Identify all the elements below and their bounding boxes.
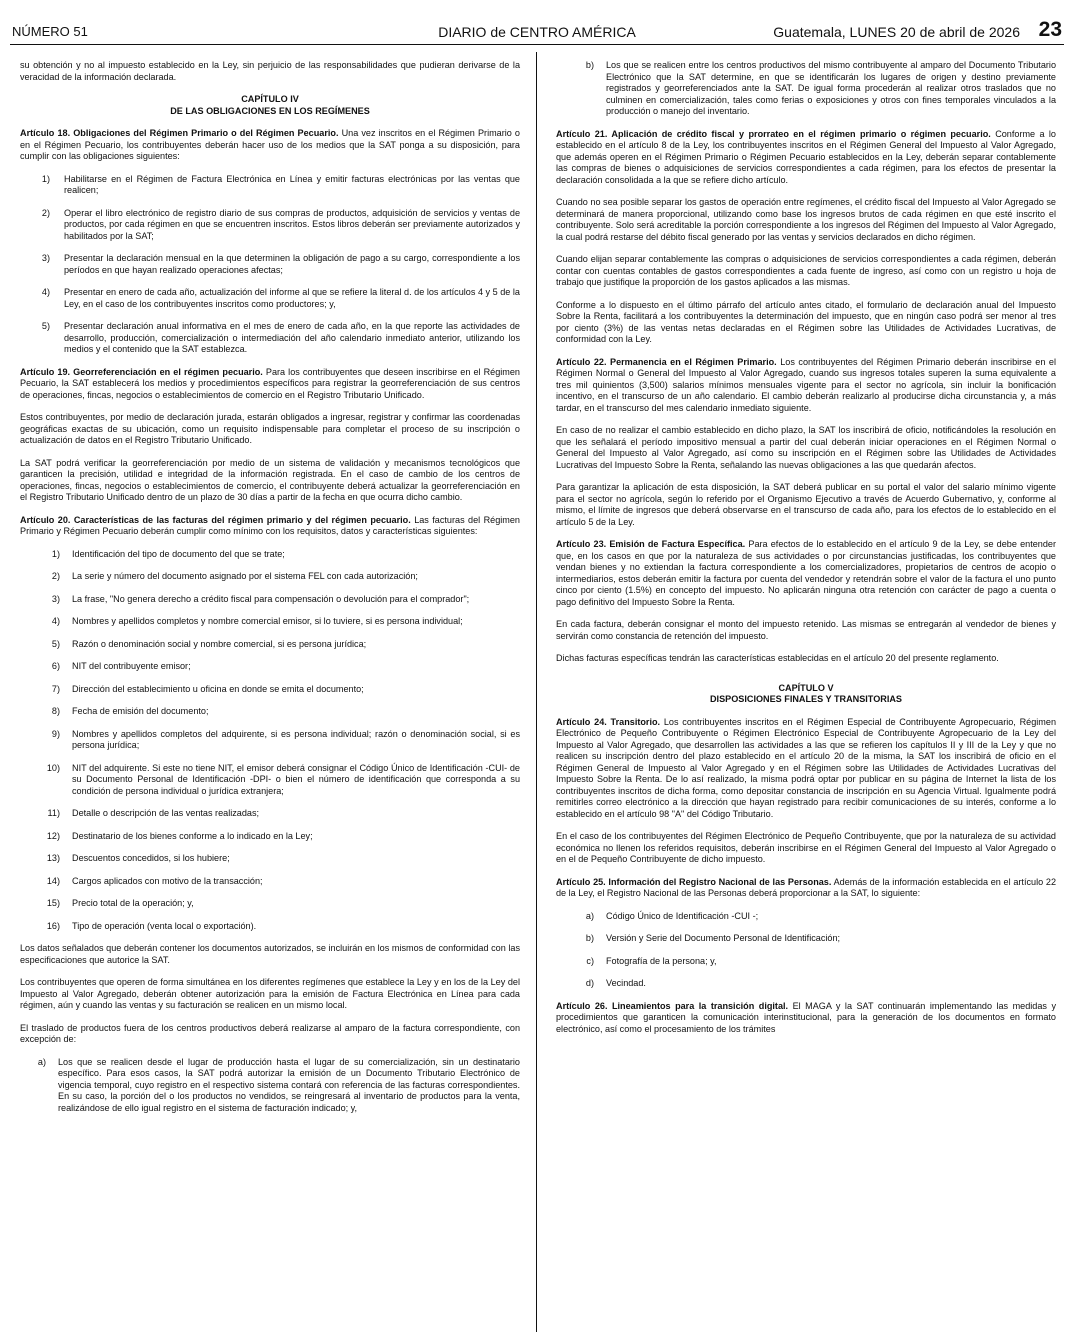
item-text: Cargos aplicados con motivo de la transacción; bbox=[72, 875, 263, 886]
article-text: Los contribuyentes del Régimen Primario deberán inscribirse en el Régimen Normal o General del Impuesto al Valor Agregado, cuando sus ingresos totales superen la suma equivalente a tres mil quinientos (3,500) salarios mínimos mensuales vigente para el sector no agrícola, sin incluir la bonificación incentivo, en el transcurso de un año calendario. El cambio deberán realizarlo al producirse dicha circunstancia y, a más tardar, en el transcurso del mes calendario inmediato siguiente. bbox=[556, 356, 1056, 413]
item-number: 5) bbox=[41, 321, 50, 331]
list-item bbox=[20, 253, 520, 276]
list-item bbox=[20, 729, 520, 752]
item-number: 11) bbox=[47, 808, 60, 818]
paragraph: Conforme a lo dispuesto en el último párrafo del artículo antes citado, el formulario de declaración anual del Impuesto Sobre la Renta, facilitará a los contribuyentes la determinación del impuesto, que en ningún caso podrá ser menor al tres por ciento (3%) de las ventas netas declaradas en el Régimen sobre las Utilidades de Actividades Lucrativas, de conformidad con la Ley. bbox=[556, 299, 1056, 344]
item-text: Vecindad. bbox=[606, 978, 646, 988]
item-text: La serie y número del documento asignado por el sistema FEL con cada autorización; bbox=[72, 571, 418, 581]
article-heading: Artículo 19. Georreferenciación en el régimen pecuario. bbox=[20, 366, 263, 377]
item-letter: a) bbox=[37, 1056, 46, 1067]
article-18 bbox=[20, 128, 520, 163]
article-text: El MAGA y la SAT continuarán implementando las medidas y procedimientos que garanticen la comunicación interinstitucional, para la generación de los documentos en formato electrónico, así como el procesamiento de los trámites bbox=[556, 1000, 1056, 1034]
list-item bbox=[20, 549, 520, 561]
list-item bbox=[20, 808, 520, 820]
paragraph: Cuando no sea posible separar los gastos de operación entre regímenes, el crédito fiscal del Impuesto al Valor Agregado se determinará de manera proporcional, utilizando como base los ingresos brutos de cada régimen en que esté inscrito el contribuyente. Solo será acreditable la porción correspondiente a los ingresos del Régimen del Impuesto al Valor Agregado, la cual podrá restarse del débito fiscal generado por las ventas y servicios declarados en dicho régimen. bbox=[556, 197, 1056, 242]
item-text: Precio total de la operación; y, bbox=[72, 898, 194, 908]
newspaper-title: DIARIO de CENTRO AMÉRICA bbox=[438, 24, 636, 40]
chapter-number: CAPÍTULO IV bbox=[241, 94, 299, 104]
list-item bbox=[20, 898, 520, 910]
article-heading: Artículo 26. Lineamientos para la transición digital. bbox=[556, 1000, 789, 1011]
item-number: 10) bbox=[46, 762, 60, 773]
item-text: Descuentos concedidos, si los hubiere; bbox=[72, 853, 230, 863]
item-text: NIT del contribuyente emisor; bbox=[72, 661, 191, 671]
paragraph: su obtención y no al impuesto establecido en la Ley, sin perjuicio de las responsabilidades que pudieran derivarse de la veracidad de la información declarada. bbox=[20, 60, 520, 82]
article-heading: Artículo 20. Características de las facturas del régimen primario y del régimen pecuario. bbox=[20, 514, 411, 525]
item-text: La frase, "No genera derecho a crédito fiscal para compensación o devolución para el comprador"; bbox=[72, 593, 470, 604]
item-number: 15) bbox=[46, 898, 60, 908]
item-number: 9) bbox=[51, 728, 60, 739]
list-item bbox=[20, 661, 520, 673]
chapter-title: DISPOSICIONES FINALES Y TRANSITORIAS bbox=[709, 694, 902, 704]
article-19 bbox=[20, 367, 520, 402]
list-item bbox=[20, 684, 520, 696]
list-item bbox=[20, 174, 520, 197]
paragraph: Para garantizar la aplicación de esta disposición, la SAT deberá publicar en su portal el valor del salario mínimo vigente para el sector no agrícola, según lo referido por el Organismo Ejecutivo a través de Acuerdo Gubernativo, y, conforme al mismo, el límite de ingresos que deberá observarse en el transcurso de cada año, para los efectos de lo establecido en el artículo 5 de la Ley. bbox=[556, 482, 1056, 527]
item-number: 3) bbox=[41, 253, 50, 263]
article-26 bbox=[556, 1001, 1056, 1036]
list-item bbox=[20, 831, 520, 843]
issue-number: NÚMERO 51 bbox=[12, 24, 88, 39]
item-text: Presentar la declaración mensual en la que determinen la obligación de pago a su cargo, correspondiente a los períodos en que hayan realizado operaciones afectas; bbox=[64, 253, 520, 275]
article-heading: Artículo 23. Emisión de Factura Específica. bbox=[556, 539, 746, 549]
item-number: 12) bbox=[46, 830, 60, 841]
item-number: 13) bbox=[46, 853, 60, 863]
item-text: Presentar en enero de cada año, actualización del informe al que se refiere la literal d. de los artículos 4 y 5 de la Ley, en el caso de los contribuyentes inscritos como productores; y, bbox=[64, 287, 520, 309]
paragraph: En el caso de los contribuyentes del Régimen Electrónico de Pequeño Contribuyente, que por la naturaleza de su actividad económica no llenen los referidos requisitos, deberán inscribirse en el Régimen General del Impuesto al Valor Agregado o en el de Pequeño Contribuyente de dicho impuesto. bbox=[556, 831, 1056, 864]
article-23 bbox=[556, 539, 1056, 608]
issue-date: Guatemala, LUNES 20 de abril de 2026 bbox=[773, 24, 1020, 40]
chapter-heading bbox=[20, 94, 520, 117]
article-21 bbox=[556, 129, 1056, 187]
list-item bbox=[20, 763, 520, 798]
paragraph: Los datos señalados que deberán contener los documentos autorizados, se incluirán en los mismos de conformidad con las especificaciones que autorice la SAT. bbox=[20, 943, 520, 965]
article-heading: Artículo 24. Transitorio. bbox=[556, 716, 661, 727]
list-item bbox=[556, 60, 1056, 118]
item-number: 1) bbox=[51, 548, 60, 559]
item-text: Habilitarse en el Régimen de Factura Electrónica en Línea y emitir facturas electrónicas por las ventas que realicen; bbox=[64, 173, 520, 195]
article-text: Las facturas del Régimen Primario y Régimen Pecuario deberán cumplir como mínimo con los requisitos, datos y características siguientes: bbox=[20, 514, 520, 536]
list-item bbox=[20, 706, 520, 718]
item-text: Fecha de emisión del documento; bbox=[72, 706, 209, 716]
item-number: 5) bbox=[51, 638, 60, 649]
list-item bbox=[556, 956, 1056, 968]
chapter-heading bbox=[556, 683, 1056, 706]
item-text: Operar el libro electrónico de registro diario de sus compras de productos, adquisición de servicios y ventas de productos, por cada régimen en que se encuentren inscritos. Estos libros deberán ser previamente autorizados y habilitados por la SAT; bbox=[64, 207, 520, 241]
item-letter: c) bbox=[586, 955, 594, 966]
article-20 bbox=[20, 515, 520, 538]
list-item bbox=[556, 933, 1056, 945]
item-number: 2) bbox=[41, 207, 50, 218]
article-24 bbox=[556, 717, 1056, 821]
list-item bbox=[20, 921, 520, 933]
article-heading: Artículo 18. Obligaciones del Régimen Primario o del Régimen Pecuario. bbox=[20, 128, 339, 138]
chapter-number: CAPÍTULO V bbox=[778, 682, 834, 693]
list-item bbox=[20, 639, 520, 651]
item-number: 4) bbox=[51, 616, 60, 626]
item-text: Identificación del tipo de documento del que se trate; bbox=[72, 548, 285, 559]
item-text: Destinatario de los bienes conforme a lo indicado en la Ley; bbox=[72, 830, 313, 841]
page-number: 23 bbox=[1038, 18, 1062, 41]
article-heading: Artículo 22. Permanencia en el Régimen Primario. bbox=[556, 356, 777, 367]
list-item bbox=[20, 571, 520, 583]
article-text: Para los contribuyentes que deseen inscribirse en el Régimen Pecuario, la SAT establecerá los medios y procedimientos específicos para registrar la georreferenciación de sus centros de operaciones, fincas, negocios o establecimientos de comercio en el Registro Tributario Unificado. bbox=[20, 366, 520, 400]
article-text: Una vez inscritos en el Régimen Primario o en el Régimen Pecuario, los contribuyentes deberán hacer uso de los medios que la SAT ponga a su disposición, para cumplir con las obligaciones siguientes: bbox=[20, 128, 520, 161]
paragraph: Cuando elijan separar contablemente las compras o adquisiciones de servicios correspondientes a cada régimen, deberán contar con cuentas contables de gastos correspondientes a cada fuente de ingreso, así como con un registro u hoja de trabajo que justifique la proporción de los gastos aplicados a las mismas. bbox=[556, 254, 1056, 287]
article-text: Conforme a lo establecido en el artículo 8 de la Ley, los contribuyentes inscritos en el Régimen General del Impuesto al Valor Agregado, que además operen en el Régimen Primario o Régimen Pecuario establecidos en la Ley, deberán separar contablemente las compras de bienes o adquisiciones de servicios correspondientes a cada régimen, para los efectos de presentar la declaración consolidada a la que se refiere dicho artículo. bbox=[556, 128, 1056, 185]
article-22 bbox=[556, 357, 1056, 415]
list-item bbox=[556, 911, 1056, 923]
article-heading: Artículo 21. Aplicación de crédito fiscal y prorrateo en el régimen primario o régimen pecuario. bbox=[556, 128, 991, 139]
item-text: Código Único de Identificación -CUI -; bbox=[606, 910, 759, 921]
item-text: Nombres y apellidos completos y nombre comercial emisor, si lo tuviere, si es persona individual; bbox=[72, 616, 463, 626]
item-number: 2) bbox=[51, 571, 60, 581]
item-number: 16) bbox=[46, 920, 60, 931]
item-text: Los que se realicen desde el lugar de producción hasta el lugar de su comercialización, sin un destinatario específico. Para esos casos, la SAT podrá autorizar la emisión de un Documento Tributario Electrónico de vigencia temporal, cuyo registro en el respectivo sistema contará con referencia de las facturas correspondientes. En su caso, la porción del o los productos no vendidos, se reingresará al inventario de productos para la venta, realizándose de ello igual registro en el sistema de facturación indicado; y, bbox=[58, 1056, 520, 1113]
list-item bbox=[20, 853, 520, 865]
paragraph: El traslado de productos fuera de los centros productivos deberá realizarse al amparo de la factura correspondiente, con excepción de: bbox=[20, 1022, 520, 1044]
list-item bbox=[20, 287, 520, 310]
paragraph: Dichas facturas específicas tendrán las características establecidas en el artículo 20 del presente reglamento. bbox=[556, 653, 999, 663]
article-25 bbox=[556, 877, 1056, 900]
item-number: 7) bbox=[51, 683, 60, 694]
item-text: Fotografía de la persona; y, bbox=[606, 955, 717, 966]
list-item bbox=[20, 208, 520, 243]
list-item bbox=[556, 978, 1056, 990]
item-text: Detalle o descripción de las ventas realizadas; bbox=[72, 808, 260, 818]
item-letter: b) bbox=[585, 933, 594, 943]
list-item bbox=[20, 594, 520, 606]
article-heading: Artículo 25. Información del Registro Nacional de las Personas. bbox=[556, 876, 832, 887]
article-text: Para efectos de lo establecido en el artículo 9 de la Ley, se debe entender que, en los casos en que por la naturaleza de sus actividades o por circunstancias justificadas, los contribuyentes que vendan bienes y no extiendan la factura correspondiente a los comercializadores, propietarios de centros de acopio o intermediarios, estos deberán emitir la factura por cuenta del vendedor y retendrán sobre el valor de la factura el uno punto cinco por ciento (1.5%) en concepto del impuesto. No aplicarán ninguna otra retención con carácter de pago a cuenta o pago definitivo del Impuesto Sobre la Renta. bbox=[556, 539, 1056, 607]
item-text: Presentar declaración anual informativa en el mes de enero de cada año, en la que reporte las actividades de desarrollo, producción, comercialización o intermediación del año calendario inmediato anterior, utilizando los medios y el contenido que la SAT establezca. bbox=[64, 321, 520, 354]
header-rule bbox=[10, 44, 1064, 45]
item-text: NIT del adquirente. Si este no tiene NIT, el emisor deberá consignar el Código Único de Identificación -CUI- de su Documento Personal de Identificación -DPI- o bien el número de identificación que corresponda a su condición de persona individual o jurídica extranjera; bbox=[72, 762, 520, 796]
list-item bbox=[20, 321, 520, 356]
item-number: 1) bbox=[41, 173, 50, 184]
page-header bbox=[0, 0, 1074, 46]
item-number: 6) bbox=[51, 661, 60, 671]
item-text: Tipo de operación (venta local o exportación). bbox=[72, 920, 257, 931]
item-letter: b) bbox=[585, 60, 594, 70]
item-letter: d) bbox=[585, 978, 594, 988]
column-divider bbox=[536, 52, 537, 1332]
item-letter: a) bbox=[585, 910, 594, 921]
item-text: Versión y Serie del Documento Personal de Identificación; bbox=[606, 933, 841, 943]
item-text: Los que se realicen entre los centros productivos del mismo contribuyente al amparo del Documento Tributario Electrónico que la SAT determine, en que se identificarán los lugares de origen y destino previamente registrados y georreferenciados ante la SAT. De igual forma procederán al realizar otros traslados que no culminen en comercialización, tales como ferias o exposiciones y otros con fines temporales vinculados a la producción o manejo del inventario. bbox=[606, 60, 1056, 116]
item-number: 8) bbox=[51, 706, 60, 716]
item-number: 14) bbox=[46, 875, 60, 886]
list-item bbox=[20, 1057, 520, 1115]
item-text: Dirección del establecimiento u oficina en donde se emita el documento; bbox=[72, 683, 364, 694]
item-text: Razón o denominación social y nombre comercial, si es persona jurídica; bbox=[72, 638, 367, 649]
paragraph: Estos contribuyentes, por medio de declaración jurada, estarán obligados a ingresar, registrar y confirmar las coordenadas geográficas exactas de su ubicación, como un requisito indispensable para completar el proceso de su inscripción o actualización de datos en el Registro Tributario Unificado. bbox=[20, 412, 520, 445]
article-text: Además de la información establecida en el artículo 22 de la Ley, el Registro Nacional de las Personas deberá proporcionar a la SAT, lo siguiente: bbox=[556, 876, 1057, 898]
left-column bbox=[20, 60, 520, 1125]
item-number: 4) bbox=[41, 287, 50, 297]
paragraph: Los contribuyentes que operen de forma simultánea en los diferentes regímenes que establece la Ley y en los de la Ley del Impuesto al Valor Agregado, deberán obtener autorización para la emisión de Factura Electrónica en Línea para cada régimen, aún y cuando las ventas y su facturación se realicen en un mismo local. bbox=[20, 977, 520, 1010]
paragraph: En caso de no realizar el cambio establecido en dicho plazo, la SAT los inscribirá de oficio, notificándoles la resolución en que les señalará el período impositivo mensual a partir del cual deberán iniciar operaciones en el Régimen Normal o General del Impuesto al Valor Agregado, así como su inscripción en el Régimen sobre las Utilidades de Actividades Lucrativas del Impuesto Sobre la Renta, señalando las nuevas obligaciones a las que quedarán afectos. bbox=[556, 425, 1056, 470]
chapter-title: DE LAS OBLIGACIONES EN LOS REGÍMENES bbox=[170, 105, 370, 116]
list-item bbox=[20, 876, 520, 888]
list-item bbox=[20, 616, 520, 628]
item-number: 3) bbox=[51, 593, 60, 604]
article-text: Los contribuyentes inscritos en el Régimen Especial de Contribuyente Agropecuario, Régimen Electrónico de Pequeño Contribuyente o Régimen Electrónico Especial de Contribuyente Agropecuario de la Ley del Impuesto al Valor Agregado, que desarrollen las actividades a las que se refieren los capítulos II y III de la Ley y que no realicen su inscripción dentro del plazo establecido en el artículo 20 de la misma, la SAT los inscribirá de oficio en el Régimen General de Impuesto al Valor Agregado y en el Régimen sobre las Utilidades de Actividades Lucrativas del Impuesto Sobre la Renta. De lo así realizado, la misma podrá optar por publicar en su página de Internet la lista de los contribuyentes inscritos de dicha forma, como depositar constancia de inscripción en su Agencia Virtual. Igualmente podrá remitirles correo electrónico a la dirección que hayan registrado para recibir comunicaciones de su interés, conforme a lo establecido en el artículo 98 "A" del Código Tributario. bbox=[556, 716, 1056, 819]
item-text: Nombres y apellidos completos del adquirente, si es persona individual; razón o denominación social, si es persona jurídica; bbox=[72, 728, 520, 750]
paragraph: La SAT podrá verificar la georreferenciación por medio de un sistema de validación y mecanismos tecnológicos que garanticen la precisión, utilidad e integridad de la información registrada. En el caso de cambio de los centros de operaciones, fincas, negocios o establecimientos de comercio, el contribuyente deberá actualizar la georreferenciación en el Registro Tributario Unificado dentro de un plazo de 30 días a partir de la fecha en que ocurra dicho cambio. bbox=[20, 457, 520, 502]
paragraph: En cada factura, deberán consignar el monto del impuesto retenido. Las mismas se entregarán al vendedor de bienes y servirán como constancia de retención del impuesto. bbox=[556, 619, 1056, 641]
right-column bbox=[556, 60, 1056, 1046]
